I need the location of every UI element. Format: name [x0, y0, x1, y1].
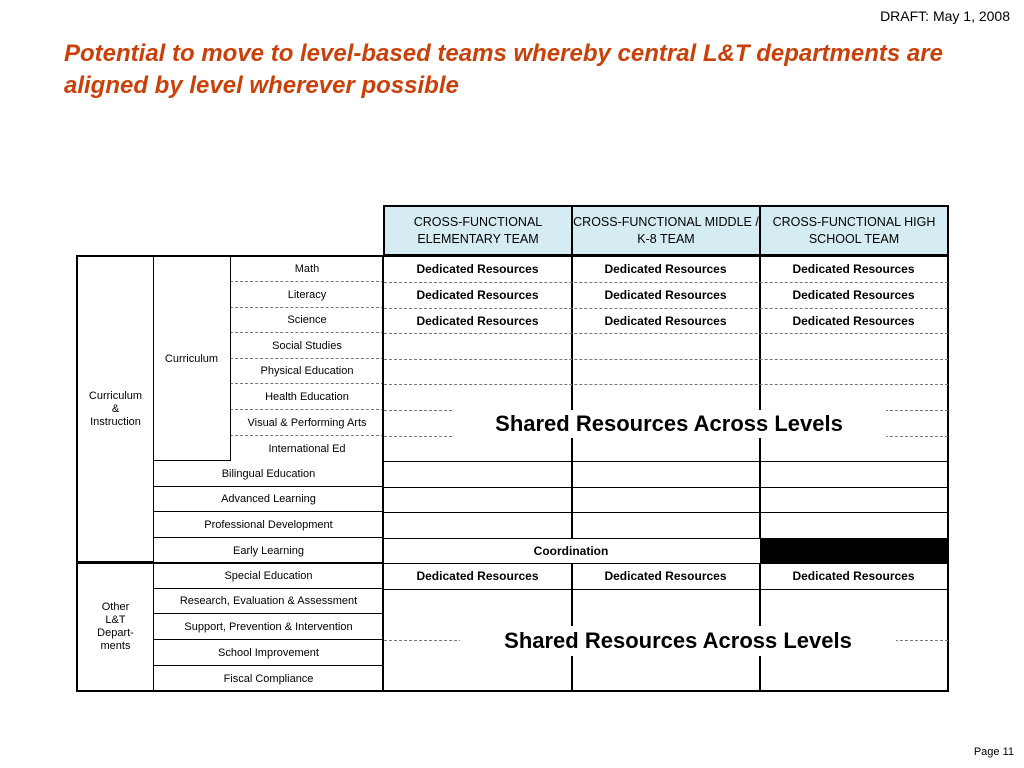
- other-divider: [153, 562, 154, 691]
- shared-resources-other: Shared Resources Across Levels: [460, 626, 896, 656]
- dedicated-math-middle: Dedicated Resources: [604, 262, 727, 276]
- row-fiscal-compliance: Fiscal Compliance: [223, 672, 314, 685]
- row-early-learning: Early Learning: [233, 544, 304, 557]
- coordination-label: Coordination: [533, 544, 609, 558]
- row-professional-development: Professional Development: [153, 512, 384, 538]
- row-international-ed: International Ed: [268, 442, 346, 455]
- dedicated-science-high: Dedicated Resources: [792, 313, 915, 328]
- row-bilingual-education: Bilingual Education: [153, 461, 384, 487]
- group-other-lt: Other L&T Depart-ments: [76, 562, 154, 692]
- group-curriculum-instruction: Curriculum & Instruction: [76, 255, 154, 563]
- dedicated-math-high: Dedicated Resources: [792, 262, 915, 276]
- page-number: Page 11: [973, 746, 1014, 758]
- header-elementary: CROSS-FUNCTIONAL ELEMENTARY TEAM: [383, 205, 573, 256]
- page-title: Potential to move to level-based teams whereby central L&T departments are aligned by level wherever possible: [64, 40, 943, 99]
- dedicated-sped-elementary: Dedicated Resources: [416, 569, 539, 583]
- row-literacy: Literacy: [230, 282, 384, 308]
- row-support-prevention: Support, Prevention & Intervention: [153, 614, 384, 640]
- dedicated-science-middle: Dedicated Resources: [604, 313, 727, 328]
- right-border: [947, 255, 949, 692]
- row-school-improvement: School Improvement: [153, 640, 384, 666]
- row-visual-performing-arts: Visual & Performing Arts: [230, 410, 384, 436]
- coordination-blackout: [760, 539, 949, 563]
- row-special-education: Special Education: [153, 563, 384, 589]
- shared-resources-ci: Shared Resources Across Levels: [452, 410, 886, 438]
- row-advanced-learning: Advanced Learning: [153, 487, 384, 512]
- header-high: CROSS-FUNCTIONAL HIGH SCHOOL TEAM: [759, 205, 949, 256]
- row-social-studies: Social Studies: [230, 333, 384, 359]
- subject-divider: [230, 256, 231, 461]
- header-middle: CROSS-FUNCTIONAL MIDDLE / K-8 TEAM: [571, 205, 761, 256]
- bottom-border: [76, 690, 949, 692]
- row-research-evaluation: Research, Evaluation & Assessment: [153, 589, 384, 614]
- dedicated-math-elementary: Dedicated Resources: [416, 262, 539, 276]
- dedicated-sped-middle: Dedicated Resources: [604, 569, 727, 583]
- row-health-education: Health Education: [230, 384, 384, 410]
- dedicated-literacy-elementary: Dedicated Resources: [416, 288, 539, 302]
- dedicated-science-elementary: Dedicated Resources: [416, 313, 539, 328]
- row-math: Math: [230, 256, 384, 282]
- draft-label: DRAFT: May 1, 2008: [880, 8, 1010, 24]
- row-physical-education: Physical Education: [230, 359, 384, 384]
- dedicated-sped-high: Dedicated Resources: [792, 569, 915, 583]
- row-science: Science: [230, 308, 384, 333]
- dedicated-literacy-middle: Dedicated Resources: [604, 288, 727, 302]
- group-curriculum: Curriculum: [153, 255, 231, 461]
- dedicated-literacy-high: Dedicated Resources: [792, 288, 915, 302]
